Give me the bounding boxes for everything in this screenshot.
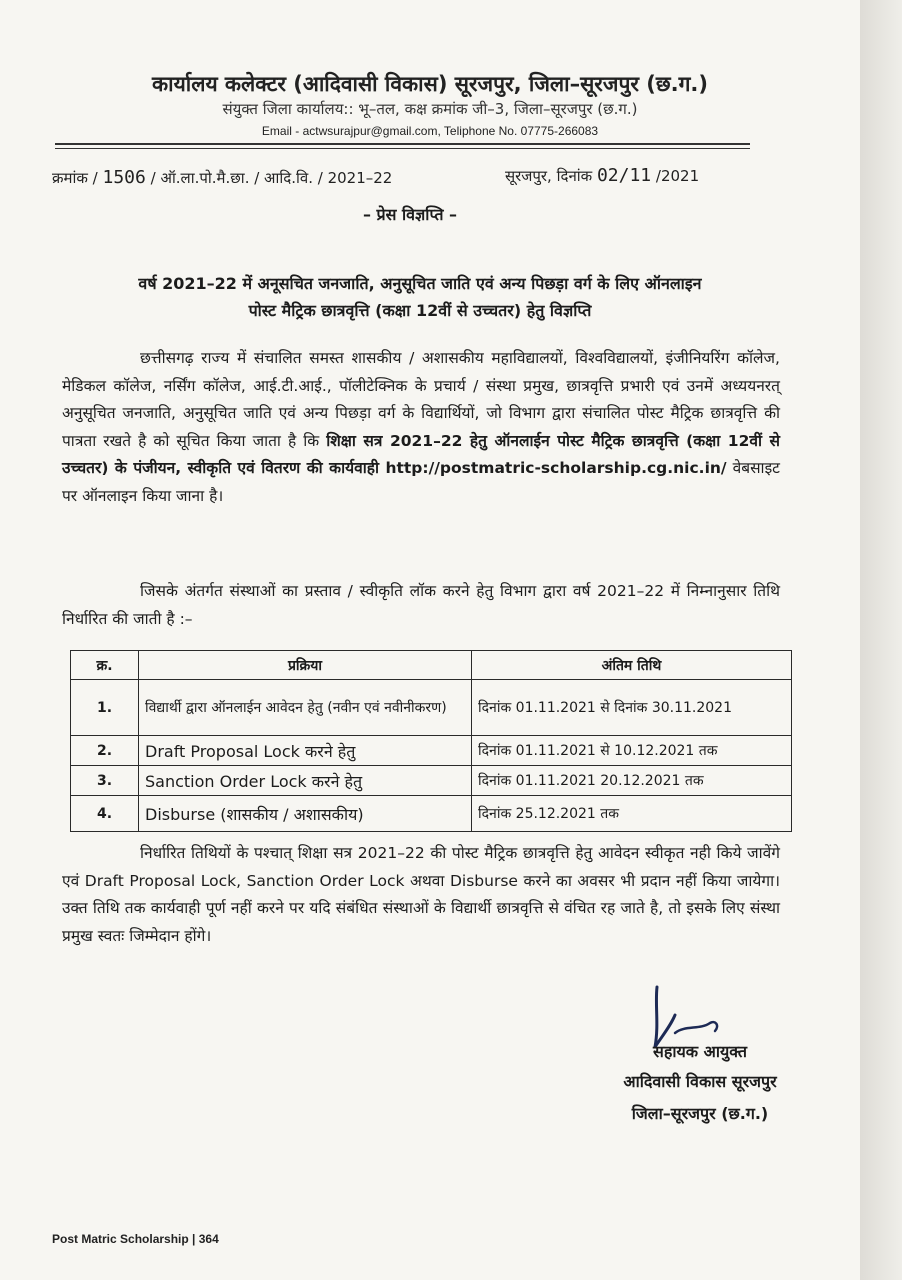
- paragraph-1-tail: वेबसाइट पर ऑनलाइन किया जाना है।: [62, 459, 780, 505]
- paragraph-1-text: छत्तीसगढ़ राज्य में संचालित समस्त शासकीय / अशासकीय महाविद्यालयों, विश्वविद्यालयों, इंजीनियरिंग कॉलेज, मेडिकल कॉलेज, नर्सिंग कॉलेज, आई.टी.आई., पॉलीटेक्निक के प्रचार्य / संस्था प्रमुख, छात्रवृत्ति प्रभारी एवं उनमें अध्ययनरत् अनुसूचित जनजाति, अनुसूचित जाति एवं अन्य पिछड़ा वर्ग के विद्यार्थियों, जो विभाग द्वारा संचालित पोस्ट मैट्रिक छात्रवृत्ति की पात्रता रखते है को सूचित किया जाता है कि: [62, 349, 780, 450]
- subject-heading: [60, 270, 780, 324]
- press-release-heading: – प्रेस विज्ञप्ति –: [362, 205, 458, 224]
- table-header-row: [71, 651, 792, 680]
- subject-line-2: पोस्ट मैट्रिक छात्रवृत्ति (कक्षा 12वीं से उच्चतर) हेतु विज्ञप्ति: [248, 301, 592, 320]
- date-line: [505, 165, 699, 186]
- table-row: [71, 736, 792, 766]
- schedule-table: [70, 650, 792, 832]
- table-row: [71, 796, 792, 832]
- date-year: /2021: [651, 167, 700, 185]
- handwritten-number: 1506: [102, 167, 146, 188]
- paragraph-3-text: निर्धारित तिथियों के पश्चात् शिक्षा सत्र 2021–22 की पोस्ट मैट्रिक छात्रवृत्ति हेतु आवेदन स्वीकृत नही किये जावेंगे एवं Draft Proposal Lock, Sanction Order Lock अथवा Disburse करने का अवसर भी प्रदान नहीं किया जायेगा। उक्त तिथि तक कार्यवाही पूर्ण नहीं करने पर यदि संबंधित संस्थाओं के विद्यार्थी छात्रवृत्ति से वंचित रह जाते है, तो इसके लिए संस्था प्रमुख स्वतः जिम्मेदान होंगे।: [62, 844, 780, 945]
- body-paragraph-1: [62, 345, 780, 510]
- column-header-deadline: अंतिम तिथि: [472, 651, 792, 680]
- row-number: 3.: [71, 766, 139, 796]
- table-row: [71, 766, 792, 796]
- row-process: Draft Proposal Lock करने हेतु: [139, 736, 472, 766]
- body-paragraph-2: [62, 578, 780, 633]
- signatory-district: जिला–सूरजपुर (छ.ग.): [631, 1104, 769, 1123]
- row-number: 2.: [71, 736, 139, 766]
- header-rule-thin: [55, 148, 750, 149]
- page-edge-shadow: [860, 0, 902, 1280]
- body-paragraph-3: [62, 840, 780, 950]
- signatory-designation: सहायक आयुक्त: [653, 1042, 747, 1061]
- row-deadline: दिनांक 01.11.2021 से दिनांक 30.11.2021: [472, 680, 792, 736]
- row-number: 1.: [71, 680, 139, 736]
- row-process: विद्यार्थी द्वारा ऑनलाईन आवेदन हेतु (नवीन एवं नवीनीकरण): [139, 680, 472, 736]
- row-deadline: दिनांक 25.12.2021 तक: [472, 796, 792, 832]
- paragraph-1-bold: शिक्षा सत्र 2021–22 हेतु ऑनलाईन पोस्ट मैट्रिक छात्रवृत्ति (कक्षा 12वीं से उच्चतर) के पंजीयन, स्वीकृति एवं वितरण की कार्यवाही http://postmatric-scholarship.cg.nic.in/: [62, 431, 780, 477]
- page-footer: Post Matric Scholarship | 364: [52, 1232, 219, 1246]
- office-title: कार्यालय कलेक्टर (आदिवासी विकास) सूरजपुर, जिला–सूरजपुर (छ.ग.): [152, 72, 708, 96]
- row-process: Disburse (शासकीय / अशासकीय): [139, 796, 472, 832]
- handwritten-date: 02/11: [596, 165, 652, 186]
- table-row: [71, 680, 792, 736]
- reference-suffix: / ऑ.ला.पो.मै.छा. / आदि.वि. / 2021–22: [145, 169, 393, 187]
- header-rule: [55, 143, 750, 145]
- reference-number: [52, 167, 392, 188]
- paragraph-2-text: जिसके अंतर्गत संस्थाओं का प्रस्ताव / स्वीकृति लॉक करने हेतु विभाग द्वारा वर्ष 2021–22 में निम्नानुसार तिथि निर्धारित की जाती है :–: [62, 582, 780, 628]
- row-deadline: दिनांक 01.11.2021 से 10.12.2021 तक: [472, 736, 792, 766]
- row-number: 4.: [71, 796, 139, 832]
- reference-prefix: क्रमांक /: [52, 169, 103, 187]
- column-header-number: क्र.: [71, 651, 139, 680]
- row-deadline: दिनांक 01.11.2021 20.12.2021 तक: [472, 766, 792, 796]
- subject-line-1: वर्ष 2021–22 में अनूसचित जनजाति, अनुसूचित जाति एवं अन्य पिछड़ा वर्ग के लिए ऑनलाइन: [138, 274, 702, 293]
- date-prefix: सूरजपुर, दिनांक: [505, 167, 597, 185]
- row-process: Sanction Order Lock करने हेतु: [139, 766, 472, 796]
- column-header-process: प्रक्रिया: [139, 651, 472, 680]
- office-address: संयुक्त जिला कार्यालय:: भू–तल, कक्ष क्रमांक जी–3, जिला–सूरजपुर (छ.ग.): [222, 100, 638, 118]
- signatory-department: आदिवासी विकास सूरजपुर: [623, 1072, 777, 1091]
- office-contact: Email - actwsurajpur@gmail.com, Teliphone No. 07775-266083: [261, 124, 599, 138]
